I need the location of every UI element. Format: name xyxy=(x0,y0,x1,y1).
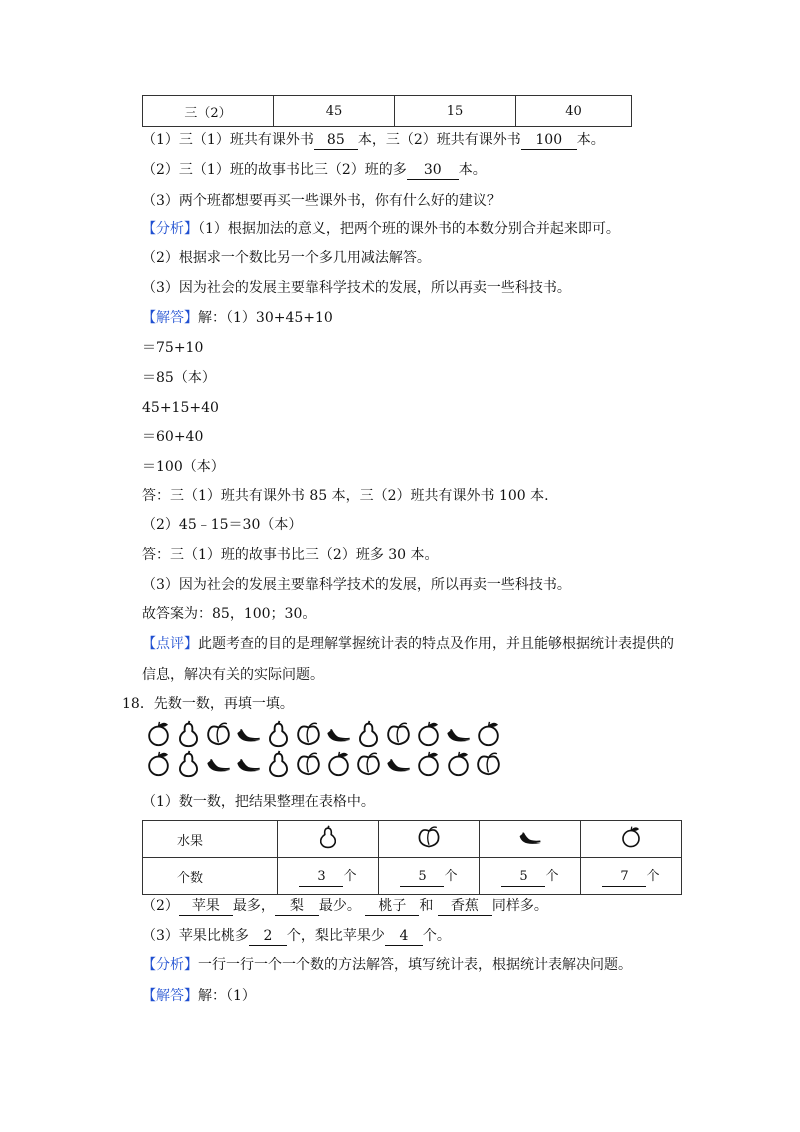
peach-icon xyxy=(415,824,443,850)
step: （2）45﹣15＝30（本） xyxy=(142,517,303,533)
peach-icon xyxy=(384,720,413,748)
answer-2: 答：三（1）班的故事书比三（2）班多 30 本。 xyxy=(142,547,439,563)
analysis-2: （2）根据求一个数比另一个多几用减法解答。 xyxy=(142,250,431,266)
step: 45+15+40 xyxy=(142,400,219,416)
banana-icon xyxy=(234,750,263,778)
peach-icon xyxy=(294,750,323,778)
q18-q2: （2） 苹果 最多， 梨 最少。 桃子 和 香蕉 同样多。 xyxy=(142,898,548,914)
comment-2: 信息，解决有关的实际问题。 xyxy=(142,667,324,683)
banana-icon xyxy=(444,720,473,748)
pear-icon xyxy=(264,720,293,748)
apple-icon xyxy=(414,720,443,748)
banana-icon xyxy=(324,720,353,748)
step: ＝85（本） xyxy=(142,370,216,386)
apple-icon xyxy=(444,750,473,778)
pear-icon xyxy=(316,825,340,849)
fruit-row-2 xyxy=(144,750,503,778)
q18-q1: （1）数一数，把结果整理在表格中。 xyxy=(142,794,375,810)
q18-q3: （3）苹果比桃多 2 个，梨比苹果少 4 个。 xyxy=(142,928,451,944)
pear-icon xyxy=(354,720,383,748)
q17-line1: （1）三（1）班共有课外书 85 本，三（2）班共有课外书 100 本。 xyxy=(142,132,605,148)
fruit-row-1 xyxy=(144,720,503,748)
pear-icon xyxy=(174,750,203,778)
q17-line3: （3）两个班都想要再买一些课外书，你有什么好的建议？ xyxy=(142,193,501,209)
apple-icon xyxy=(619,825,643,849)
q18-analysis: 【分析】一行一行一个一个数的方法解答，填写统计表，根据统计表解决问题。 xyxy=(142,957,632,973)
step: ＝100（本） xyxy=(142,459,225,475)
q18-solution: 【解答】解：（1） xyxy=(142,988,256,1004)
comment-1: 【点评】此题考查的目的是理解掌握统计表的特点及作用，并且能够根据统计表提供的 xyxy=(142,636,674,652)
step: ＝60+40 xyxy=(142,429,204,445)
apple-icon xyxy=(324,750,353,778)
apple-icon xyxy=(144,750,173,778)
step: ＝75+10 xyxy=(142,340,204,356)
apple-icon xyxy=(144,720,173,748)
banana-icon xyxy=(516,824,544,850)
answer-1: 答：三（1）班共有课外书 85 本，三（2）班共有课外书 100 本. xyxy=(142,488,549,504)
apple-icon xyxy=(414,750,443,778)
q17-line2: （2）三（1）班的故事书比三（2）班的多 30 本。 xyxy=(142,162,487,178)
analysis-3: （3）因为社会的发展主要靠科学技术的发展，所以再卖一些科技书。 xyxy=(142,280,571,296)
banana-icon xyxy=(204,750,233,778)
peach-icon xyxy=(294,720,323,748)
table-row: 三（2） 45 15 40 xyxy=(143,96,632,127)
pear-icon xyxy=(264,750,293,778)
table-row: 个数 3 个 5 个 5 个 7 个 xyxy=(143,858,682,895)
solution-1: 【解答】解：（1）30+45+10 xyxy=(142,310,333,326)
analysis-1: 【分析】（1）根据加法的意义，把两个班的课外书的本数分别合并起来即可。 xyxy=(142,221,620,237)
step: （3）因为社会的发展主要靠科学技术的发展，所以再卖一些科技书。 xyxy=(142,577,571,593)
peach-icon xyxy=(204,720,233,748)
final-answer: 故答案为：85，100；30。 xyxy=(142,606,317,622)
table-row: 水果 xyxy=(143,821,682,858)
banana-icon xyxy=(234,720,263,748)
table-fruit-count xyxy=(142,820,682,895)
peach-icon xyxy=(354,750,383,778)
pear-icon xyxy=(174,720,203,748)
banana-icon xyxy=(384,750,413,778)
q18-title: 18．先数一数，再填一填。 xyxy=(122,696,294,712)
peach-icon xyxy=(474,750,503,778)
table-class-books xyxy=(142,95,632,127)
apple-icon xyxy=(474,720,503,748)
